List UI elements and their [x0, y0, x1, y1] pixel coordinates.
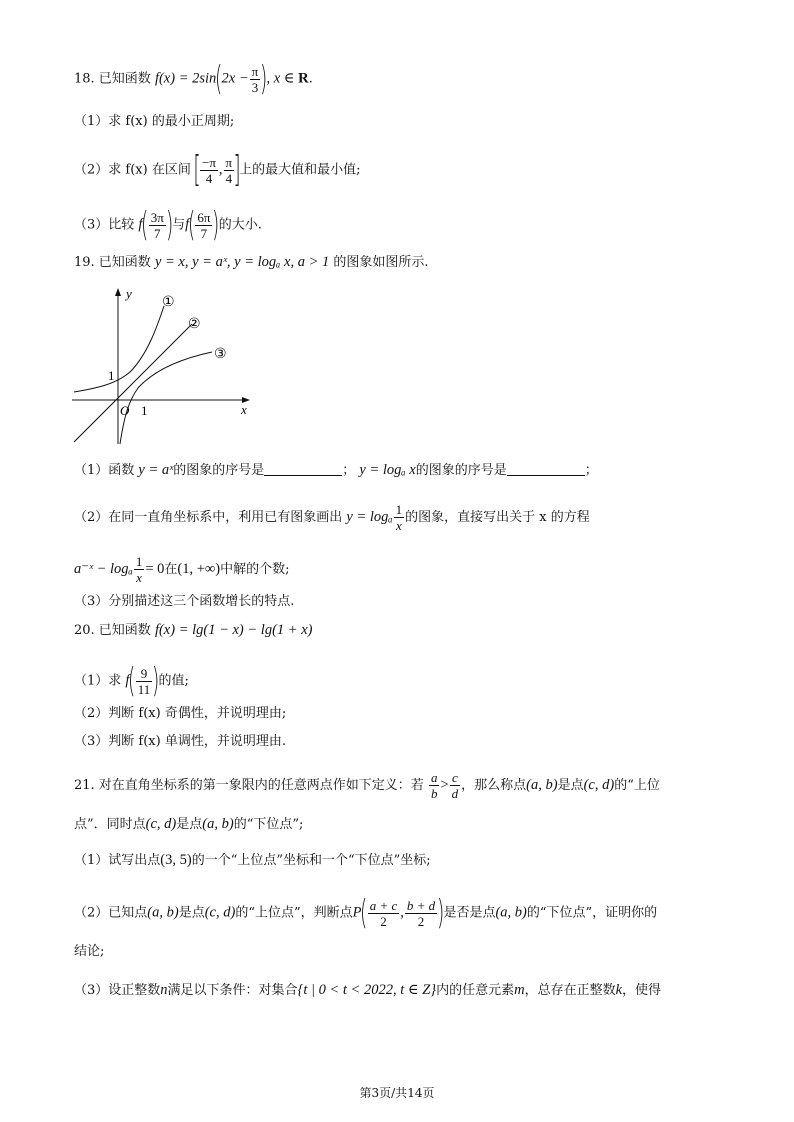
function-graph: [68, 284, 258, 448]
q21-line1-text: 21. 对在直角坐标系的第一象限内的任意两点作如下定义：若: [74, 778, 424, 793]
set-expr: {t | 0 < t < 2022, t ∈ Z}: [297, 982, 437, 998]
q21-line1-post: 的“上位: [614, 778, 660, 793]
q19-stem-text: 19. 已知函数: [74, 255, 151, 270]
q20-stem-math: f(x) = lg(1 − x) − lg(1 + x): [154, 622, 313, 638]
q21-part2-post: 的“下位点”，证明你的: [526, 905, 658, 921]
frac-den: x: [136, 570, 142, 585]
frac-num: 1: [395, 502, 403, 517]
curve3-label: ③: [214, 346, 227, 362]
pi-over-3: [250, 64, 261, 95]
point-ab: (a, b): [147, 904, 179, 921]
frac-den: 4: [205, 170, 213, 186]
point-3-5: (3, 5): [160, 852, 192, 868]
q21-part3-text: （3）设正整数: [74, 983, 161, 998]
curve1-label: ①: [162, 294, 175, 310]
q21-part2: （2）已知点(a, b)是点(c, d)的“上位点”，判断点P( $\frac{a + c}{2}$ , $\frac{b + d}{2}$ )是否是点(a, b)的“下位点”，证明你的: [74, 893, 658, 933]
q19-part3: （3）分别描述这三个函数增长的特点.: [74, 594, 295, 609]
frac-3pi-7: [149, 210, 166, 241]
answer-blank-2[interactable]: [507, 461, 585, 476]
q19-part1-mid: 的图象的序号是: [173, 463, 265, 478]
q21-part1-text: （1）试写出点: [74, 853, 161, 868]
q18-stem-text: 18. 已知函数: [74, 71, 151, 87]
y-axis-label: y: [126, 286, 132, 301]
frac-num: π: [251, 63, 259, 79]
q21-line1-mid2: 是点: [557, 778, 584, 793]
q21-part2-mid2: 的“上位点”，判断点: [235, 905, 353, 921]
curve2-label: ②: [188, 316, 201, 332]
q21-part3-mid3: ，总存在正整数: [524, 983, 616, 998]
origin-label: O: [120, 403, 130, 418]
frac-num: 3π: [150, 209, 164, 225]
q18-stem: [74, 59, 313, 99]
var-n: n: [160, 982, 168, 998]
q20-part2: （2）判断 f(x) 奇偶性，并说明理由;: [74, 706, 287, 721]
q20-stem-text: 20. 已知函数: [74, 623, 151, 638]
q20-part1: [74, 661, 189, 701]
q18-part3-mid: 与: [172, 217, 186, 233]
frac-a-b: [429, 770, 440, 801]
in-text: 在: [164, 562, 178, 577]
right-bracket: ]: [233, 149, 241, 190]
frac-num: a: [430, 770, 438, 785]
q21-part2-mid3: 是否是点: [443, 905, 496, 921]
frac-num: 6π: [197, 209, 211, 225]
answer-blank-1[interactable]: [264, 461, 342, 476]
right-paren: ): [152, 661, 160, 701]
q19-part2-math: y = logₐ: [346, 509, 393, 525]
q18-part3-text: （3）比较: [74, 217, 135, 233]
frac-1-over-x: [394, 502, 405, 533]
y-axis-arrow: [115, 288, 121, 296]
q21-part2-conclusion: 结论;: [74, 944, 105, 959]
q21-line1: [74, 770, 660, 801]
frac-minus-pi-4: [200, 155, 218, 186]
point-cd: (c, d): [204, 904, 236, 921]
frac-a-plus-c-2: [368, 898, 400, 929]
left-paren: (: [215, 59, 223, 99]
left-paren: (: [128, 661, 136, 701]
q21-part3-mid2: 内的任意元素: [436, 983, 515, 998]
left-paren: (: [141, 205, 149, 245]
q19-part1: [74, 460, 598, 481]
x-tick-one: 1: [141, 403, 148, 418]
q19-part2-text: （2）在同一直角坐标系中，利用已有图象画出: [74, 510, 343, 525]
q18-part3-post: 的大小.: [218, 217, 262, 233]
q18-part2: [74, 149, 361, 190]
q18-inner-expr: 2x −: [221, 70, 249, 87]
equation-rhs: = 0: [145, 561, 165, 577]
frac-b-plus-d-2: [405, 898, 437, 929]
real-set-symbol: R: [298, 70, 309, 87]
right-paren: ): [260, 59, 268, 99]
page-footer: 第3页/共14页: [359, 1086, 435, 1100]
q18-end: .: [308, 71, 313, 87]
q21-part3-mid: 满足以下条件：对集合: [167, 983, 298, 998]
left-bracket: [: [193, 149, 201, 190]
y-tick-one: 1: [108, 368, 115, 383]
left-paren: (: [188, 205, 196, 245]
curve-exponential: [74, 306, 164, 392]
q19-part1-text: （1）函数: [74, 463, 135, 478]
q19-stem-math: y = x, y = aˣ, y = logₐ x, a > 1: [154, 254, 330, 270]
q21-part2-text: （2）已知点: [74, 905, 148, 921]
frac-den: b: [430, 786, 438, 801]
frac-9-11: [136, 666, 153, 697]
q19-part2-post: 的图象，直接写出关于 x 的方程: [405, 510, 590, 525]
q18-part1: （1）求 f(x) 的最小正周期;: [74, 114, 235, 129]
point-ab: (a, b): [202, 816, 234, 832]
q18-domain: , x ∈: [266, 70, 299, 87]
q21-part3: [74, 980, 661, 1001]
q21-part2-mid1: 是点: [178, 905, 205, 921]
q18-part2-text: （2）求 f(x) 在区间: [74, 162, 191, 178]
f-symbol: f: [138, 216, 143, 233]
frac-1-over-x: [134, 554, 145, 585]
frac-num: c: [450, 770, 461, 786]
separator: ；: [342, 463, 356, 478]
q21-line2-text: 点”．同时点: [74, 817, 146, 832]
frac-num: b + d: [406, 897, 436, 913]
point-cd: (c, d): [145, 816, 177, 832]
q19-part2-eq-post: 中解的个数;: [220, 562, 290, 577]
var-k: k: [615, 982, 623, 998]
greater-than: >: [440, 777, 449, 793]
q21-line2: [74, 814, 303, 835]
equation-lhs: a⁻ˣ − logₐ: [74, 561, 133, 577]
q21-line2-post: 的“下位点”;: [233, 817, 304, 832]
q18-part3: [74, 205, 262, 245]
right-paren: ): [165, 205, 174, 245]
frac-den: d: [451, 786, 459, 801]
q20-part3: （3）判断 f(x) 单调性，并说明理由.: [74, 734, 286, 749]
left-paren: (: [360, 893, 368, 933]
x-axis-label: x: [241, 402, 247, 417]
q19-part1-mid2: 的图象的序号是: [415, 463, 507, 478]
interval: (1, +∞): [177, 561, 221, 577]
frac-num: π: [225, 154, 233, 170]
q20-part1-text: （1）求: [74, 673, 122, 689]
point-ab: (a, b): [526, 777, 558, 793]
point-ab: (a, b): [495, 904, 527, 921]
q20-stem: [74, 620, 312, 641]
q19-part1-math2: y = logₐ x: [359, 462, 416, 478]
frac-num: a + c: [369, 897, 398, 913]
q19-part2: [74, 502, 590, 533]
frac-den: 11: [137, 681, 151, 697]
frac-den: 7: [154, 225, 161, 241]
point-cd: (c, d): [583, 777, 615, 793]
frac-den: 2: [380, 913, 387, 929]
frac-6pi-7: [195, 210, 212, 241]
q19-part1-math1: y = aˣ: [138, 462, 174, 478]
q18-function-lhs: f(x) = 2sin: [154, 70, 217, 87]
frac-den: 7: [200, 225, 208, 241]
comma: ,: [218, 161, 223, 178]
q19-stem-post: 的图象如图所示.: [333, 255, 429, 270]
q21-part3-post: ，使得: [622, 983, 662, 998]
frac-den: 2: [417, 913, 425, 929]
q19-part1-end: ；: [584, 463, 598, 478]
frac-den: 4: [225, 170, 233, 186]
frac-den: x: [396, 518, 402, 533]
q19-part2-equation: [74, 554, 289, 585]
right-paren: ): [437, 893, 445, 933]
frac-c-d: [450, 770, 461, 801]
q18-part2-post: 上的最大值和最小值;: [239, 162, 361, 178]
q21-part1: [74, 850, 431, 871]
right-paren: ): [212, 205, 220, 245]
q19-stem: [74, 252, 429, 273]
q21-part1-post: 的一个“上位点”坐标和一个“下位点”坐标;: [191, 853, 431, 868]
q20-part1-post: 的值;: [158, 673, 189, 689]
point-P: P: [352, 904, 362, 921]
frac-num: −π: [202, 154, 216, 170]
f-symbol: f: [185, 216, 190, 233]
var-m: m: [514, 982, 525, 998]
curve-identity: [74, 324, 192, 442]
curve-logarithm: [120, 352, 212, 444]
q21-line2-mid: 是点: [176, 817, 203, 832]
q21-line1-mid: ，那么称点: [461, 778, 527, 793]
frac-num: 9: [136, 666, 153, 682]
frac-den: 3: [251, 79, 259, 95]
frac-num: 1: [135, 554, 143, 569]
f-symbol: f: [125, 672, 130, 689]
